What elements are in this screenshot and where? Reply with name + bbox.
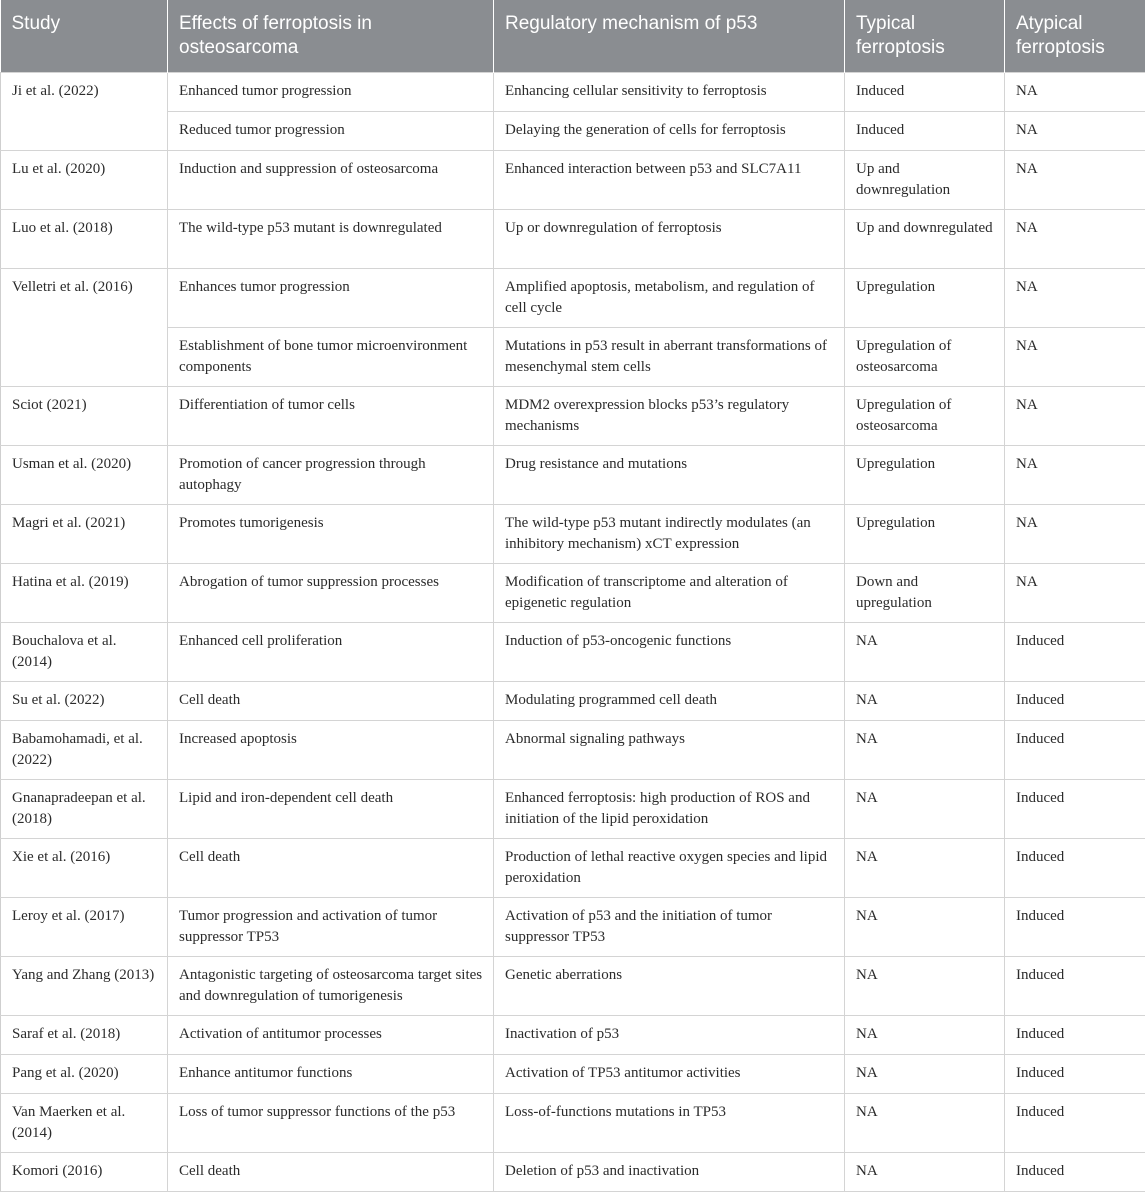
cell-effects: Abrogation of tumor suppression processes [168, 564, 494, 623]
cell-study: Magri et al. (2021) [1, 505, 168, 564]
table-row [1, 505, 1145, 564]
cell-typical: NA [845, 898, 1005, 957]
cell-effects: Activation of antitumor processes [168, 1016, 494, 1055]
cell-typical: Upregulation of osteosarcoma [845, 328, 1005, 387]
cell-effects: Cell death [168, 839, 494, 898]
cell-typical: Induced [845, 73, 1005, 112]
cell-study: Bouchalova et al. (2014) [1, 623, 168, 682]
table-row [1, 328, 1145, 387]
cell-study: Luo et al. (2018) [1, 210, 168, 269]
cell-mechanism: MDM2 overexpression blocks p53’s regulatory mechanisms [494, 387, 845, 446]
cell-effects: Enhanced cell proliferation [168, 623, 494, 682]
cell-effects: Increased apoptosis [168, 721, 494, 780]
cell-mechanism: Enhancing cellular sensitivity to ferroptosis [494, 73, 845, 112]
cell-mechanism: Induction of p53-oncogenic functions [494, 623, 845, 682]
cell-atypical: Induced [1005, 1153, 1145, 1192]
cell-typical: Down and upregulation [845, 564, 1005, 623]
cell-atypical: Induced [1005, 1094, 1145, 1153]
cell-atypical: NA [1005, 112, 1145, 151]
cell-mechanism: Inactivation of p53 [494, 1016, 845, 1055]
cell-study: Pang et al. (2020) [1, 1055, 168, 1094]
cell-study: Sciot (2021) [1, 387, 168, 446]
cell-atypical: NA [1005, 210, 1145, 269]
cell-effects: Promotion of cancer progression through autophagy [168, 446, 494, 505]
cell-study: Usman et al. (2020) [1, 446, 168, 505]
cell-study: Leroy et al. (2017) [1, 898, 168, 957]
cell-effects: Antagonistic targeting of osteosarcoma target sites and downregulation of tumorigenesis [168, 957, 494, 1016]
table-row [1, 1153, 1145, 1192]
cell-study: Xie et al. (2016) [1, 839, 168, 898]
cell-study: Yang and Zhang (2013) [1, 957, 168, 1016]
cell-effects: Enhanced tumor progression [168, 73, 494, 112]
cell-mechanism: Amplified apoptosis, metabolism, and regulation of cell cycle [494, 269, 845, 328]
table-header [1, 0, 1145, 73]
cell-study: Babamohamadi, et al. (2022) [1, 721, 168, 780]
header-mechanism: Regulatory mechanism of p53 [494, 0, 845, 73]
table-row [1, 269, 1145, 328]
table-row [1, 1016, 1145, 1055]
table-row [1, 780, 1145, 839]
cell-mechanism: Loss-of-functions mutations in TP53 [494, 1094, 845, 1153]
cell-typical: Upregulation [845, 505, 1005, 564]
cell-atypical: Induced [1005, 682, 1145, 721]
table-row [1, 957, 1145, 1016]
table-row [1, 1055, 1145, 1094]
cell-typical: Upregulation of osteosarcoma [845, 387, 1005, 446]
cell-typical: NA [845, 1055, 1005, 1094]
cell-mechanism: Delaying the generation of cells for ferroptosis [494, 112, 845, 151]
cell-effects: Reduced tumor progression [168, 112, 494, 151]
cell-atypical: NA [1005, 505, 1145, 564]
cell-typical: NA [845, 780, 1005, 839]
cell-typical: Upregulation [845, 446, 1005, 505]
table-row [1, 721, 1145, 780]
cell-mechanism: Genetic aberrations [494, 957, 845, 1016]
cell-typical: Up and downregulation [845, 151, 1005, 210]
cell-effects: Differentiation of tumor cells [168, 387, 494, 446]
cell-atypical: Induced [1005, 957, 1145, 1016]
table-row [1, 387, 1145, 446]
cell-effects: Lipid and iron-dependent cell death [168, 780, 494, 839]
cell-study: Komori (2016) [1, 1153, 168, 1192]
cell-typical: NA [845, 839, 1005, 898]
cell-atypical: NA [1005, 328, 1145, 387]
table-row [1, 210, 1145, 269]
cell-effects: The wild-type p53 mutant is downregulated [168, 210, 494, 269]
cell-typical: NA [845, 623, 1005, 682]
cell-typical: NA [845, 1153, 1005, 1192]
cell-typical: NA [845, 721, 1005, 780]
cell-atypical: NA [1005, 151, 1145, 210]
cell-mechanism: Drug resistance and mutations [494, 446, 845, 505]
cell-mechanism: Mutations in p53 result in aberrant transformations of mesenchymal stem cells [494, 328, 845, 387]
table-row [1, 151, 1145, 210]
table-row [1, 1094, 1145, 1153]
cell-effects: Enhances tumor progression [168, 269, 494, 328]
header-typical: Typical ferroptosis [845, 0, 1005, 73]
table-row [1, 898, 1145, 957]
cell-study: Gnanapradeepan et al. (2018) [1, 780, 168, 839]
cell-mechanism: Modulating programmed cell death [494, 682, 845, 721]
cell-atypical: NA [1005, 387, 1145, 446]
cell-effects: Cell death [168, 682, 494, 721]
cell-mechanism: Enhanced interaction between p53 and SLC7A11 [494, 151, 845, 210]
header-atypical: Atypical ferroptosis [1005, 0, 1145, 73]
cell-typical: Up and downregulated [845, 210, 1005, 269]
cell-typical: Upregulation [845, 269, 1005, 328]
header-study: Study [1, 0, 168, 73]
cell-mechanism: Production of lethal reactive oxygen species and lipid peroxidation [494, 839, 845, 898]
cell-atypical: Induced [1005, 623, 1145, 682]
cell-mechanism: The wild-type p53 mutant indirectly modulates (an inhibitory mechanism) xCT expression [494, 505, 845, 564]
cell-atypical: NA [1005, 446, 1145, 505]
cell-atypical: Induced [1005, 839, 1145, 898]
cell-mechanism: Activation of p53 and the initiation of tumor suppressor TP53 [494, 898, 845, 957]
cell-atypical: Induced [1005, 780, 1145, 839]
cell-effects: Induction and suppression of osteosarcoma [168, 151, 494, 210]
cell-study: Van Maerken et al. (2014) [1, 1094, 168, 1153]
cell-mechanism: Up or downregulation of ferroptosis [494, 210, 845, 269]
cell-effects: Tumor progression and activation of tumor suppressor TP53 [168, 898, 494, 957]
cell-study: Su et al. (2022) [1, 682, 168, 721]
cell-atypical: NA [1005, 564, 1145, 623]
cell-effects: Enhance antitumor functions [168, 1055, 494, 1094]
cell-mechanism: Activation of TP53 antitumor activities [494, 1055, 845, 1094]
cell-typical: NA [845, 957, 1005, 1016]
cell-study: Saraf et al. (2018) [1, 1016, 168, 1055]
cell-mechanism: Enhanced ferroptosis: high production of ROS and initiation of the lipid peroxidation [494, 780, 845, 839]
table-row [1, 839, 1145, 898]
table-row [1, 112, 1145, 151]
table-row [1, 623, 1145, 682]
cell-atypical: Induced [1005, 721, 1145, 780]
cell-study: Hatina et al. (2019) [1, 564, 168, 623]
cell-study: Ji et al. (2022) [1, 73, 168, 151]
cell-typical: NA [845, 682, 1005, 721]
header-effects: Effects of ferroptosis in osteosarcoma [168, 0, 494, 73]
cell-effects: Establishment of bone tumor microenvironment components [168, 328, 494, 387]
cell-atypical: Induced [1005, 1055, 1145, 1094]
table-body [1, 73, 1145, 1192]
cell-effects: Cell death [168, 1153, 494, 1192]
cell-atypical: NA [1005, 269, 1145, 328]
cell-effects: Loss of tumor suppressor functions of the p53 [168, 1094, 494, 1153]
cell-mechanism: Deletion of p53 and inactivation [494, 1153, 845, 1192]
cell-mechanism: Modification of transcriptome and alteration of epigenetic regulation [494, 564, 845, 623]
cell-typical: NA [845, 1094, 1005, 1153]
cell-study: Velletri et al. (2016) [1, 269, 168, 387]
table-row [1, 446, 1145, 505]
cell-typical: NA [845, 1016, 1005, 1055]
cell-mechanism: Abnormal signaling pathways [494, 721, 845, 780]
cell-effects: Promotes tumorigenesis [168, 505, 494, 564]
table-row [1, 682, 1145, 721]
table-row [1, 564, 1145, 623]
table-row [1, 73, 1145, 112]
header-row [1, 0, 1145, 73]
cell-study: Lu et al. (2020) [1, 151, 168, 210]
cell-atypical: Induced [1005, 898, 1145, 957]
cell-typical: Induced [845, 112, 1005, 151]
cell-atypical: Induced [1005, 1016, 1145, 1055]
cell-atypical: NA [1005, 73, 1145, 112]
